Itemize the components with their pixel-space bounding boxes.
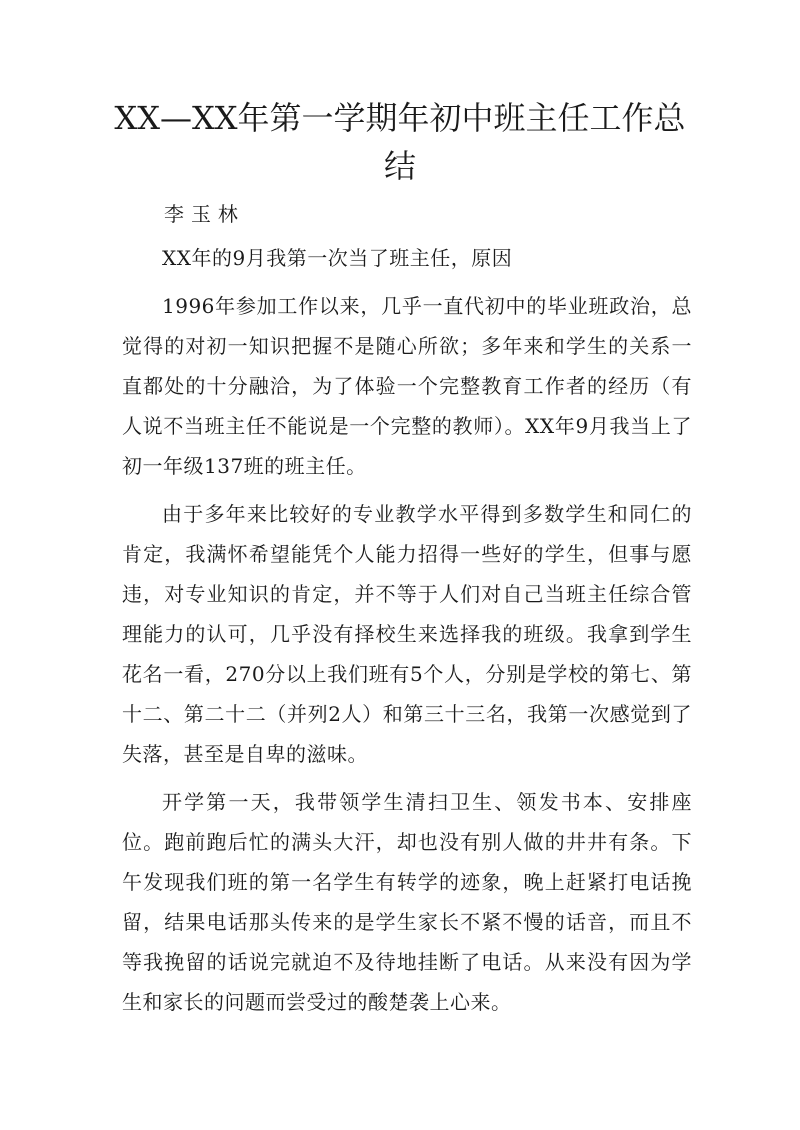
document-title: XX—XX年第一学期年初中班主任工作总结	[114, 99, 686, 185]
paragraph: XX年的9月我第一次当了班主任，原因	[162, 246, 513, 270]
paragraph: 开学第一天，我带领学生清扫卫生、领发书本、安排座位。跑前跑后忙的满头大汗，却也没有别人做的井井有条。下午发现我们班的第一名学生有转学的迹象，晚上赶紧打电话挽留，结果电话那头传来的是学生家长不紧不慢的话音，而且不等我挽留的话说完就迫不及待地挂断了电话。从来没有因为学生和家长的问题而尝受过的酸楚袭上心来。	[122, 790, 692, 1014]
paragraph: 1996年参加工作以来，几乎一直代初中的毕业班政治，总觉得的对初一知识把握不是随心所欲；多年来和学生的关系一直都处的十分融洽，为了体验一个完整教育工作者的经历（有人说不当班主任不能说是一个完整的教师）。XX年9月我当上了初一年级137班的班主任。	[122, 294, 692, 478]
document-body	[122, 238, 692, 1022]
paragraph: 由于多年来比较好的专业教学水平得到多数学生和同仁的肯定，我满怀希望能凭个人能力招得一些好的学生，但事与愿违，对专业知识的肯定，并不等于人们对自己当班主任综合管理能力的认可，几乎没有择校生来选择我的班级。我拿到学生花名一看，270分以上我们班有5个人，分别是学校的第七、第十二、第二十二（并列2人）和第三十三名，我第一次感觉到了失落，甚至是自卑的滋味。	[122, 502, 692, 766]
document-author: 李 玉 林	[164, 202, 239, 226]
